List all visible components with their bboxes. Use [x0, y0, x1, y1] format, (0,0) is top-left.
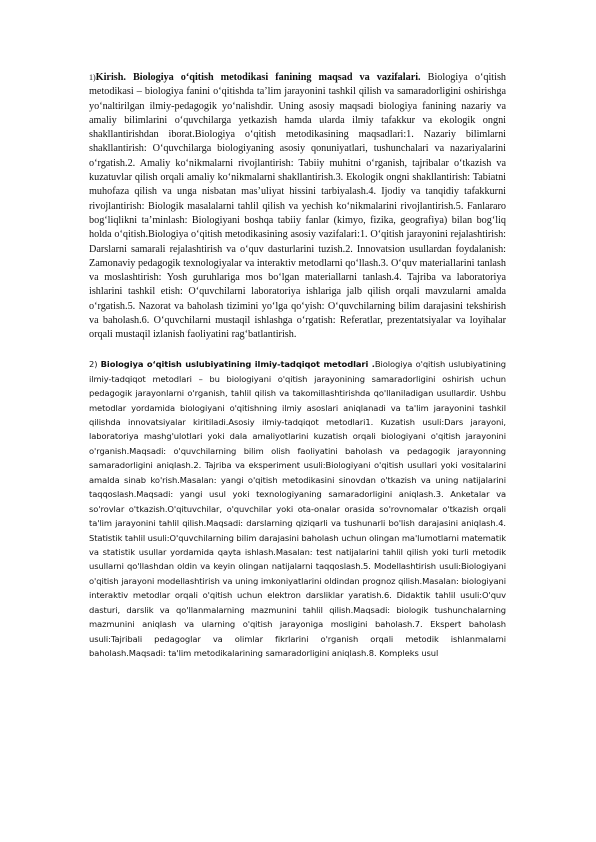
document-page [89, 71, 506, 661]
section-1-heading: Kirish. Biologiya o‘qitish metodikasi fanining maqsad va vazifalari. [95, 72, 421, 83]
section-1-body: Biologiya o‘qitish metodikasi – biologiya fanini o‘qitishda ta’lim jarayonini tashkil qilish va samaradorligini oshirishga yo‘naltirilgan ilmiy-pedagogik yo‘nalishdir. Uning asosiy maqsadi biologiya fanining nazariy va amaliy bilimlarini o‘quvchilarga yetkazish hamda ularda ilmiy tafakkur va ekologik ongni shakllantirishdan iborat.Biologiya o‘qitish metodikasining maqsadlari:1. Nazariy bilimlarni shakllantirish: O‘quvchilarga biologiyaning asosiy qonuniyatlari, tushunchalari va nazariyalarini o‘rgatish.2. Amaliy ko‘nikmalarni rivojlantirish: Tabiiy muhitni o‘rganish, tajribalar o‘tkazish va kuzatuvlar qilish orqali amaliy ko‘nikmalarni shakllantirish.3. Ekologik ongni shakllantirish: Tabiatni muhofaza qilish va unga nisbatan mas’uliyat hissini tarbiyalash.4. Ijodiy va tanqidiy tafakkurni rivojlantirish: Biologik masalalarni tahlil qilish va yechish ko‘nikmalarini rivojlantirish.5. Fanlararo bog‘liqlikni ta’minlash: Biologiyani boshqa tabiiy fanlar (kimyo, fizika, geografiya) bilan bog‘liq holda o‘qitish.Biologiya o‘qitish metodikasining asosiy vazifalari:1. O‘qitish jarayonini rejalashtirish: Darslarni samarali rejalashtirish va o‘quv dasturlarini tuzish.2. Innovatsion usullardan foydalanish: Zamonaviy pedagogik texnologiyalar va interaktiv metodlarni qo‘llash.3. O‘quv materiallarini tanlash va moslashtirish: Yosh guruhlariga mos bo‘lgan materiallarni tanlash.4. Tajriba va laboratoriya ishlarini tashkil etish: O‘quvchilarni laboratoriya ishlariga jalb qilish orqali mavzularni amalda o‘rgatish.5. Nazorat va baholash tizimini yo‘lga qo‘yish: O‘quvchilarning bilim darajasini tekshirish va baholash.6. O‘quvchilarni mustaqil ishlashga o‘rgatish: Referatlar, prezentatsiyalar va loyihalar orqali mustaqil izlanish faoliyatini rag‘batlantirish. [89, 72, 506, 341]
section-1-paragraph [89, 71, 506, 343]
section-2-paragraph [89, 357, 506, 661]
section-2-body: Biologiya o'qitish uslubiyatining ilmiy-tadqiqot metodlari – bu biologiyani o'qitish jarayonining samaradorligini oshirish uchun pedagogik jarayonlarni o'rganish, tahlil qilish va takomillashtirishda qo'llaniladigan usullardir. Ushbu metodlar yordamida biologiyani o'qitishning ilmiy asoslari aniqlanadi va ta'lim jarayonini tashkil qilishda innovatsiyalar kiritiladi.Asosiy ilmiy-tadqiqot metodlari1. Kuzatish usuli:Dars jarayoni, laboratoriya mashg'ulotlari yoki dala amaliyotlarini kuzatish orqali biologiyani o'qitish jarayonini o'rganish.Maqsadi: o'quvchilarning bilim olish faoliyatini baholash va pedagogik jarayonning samaradorligini aniqlash.2. Tajriba va eksperiment usuli:Biologiyani o'qitish usullari yoki vositalarini amalda sinab ko'rish.Masalan: yangi o'qitish metodikasini sinovdan o'tkazish va uning natijalarini taqqoslash.Maqsadi: yangi usul yoki texnologiyaning samaradorligini aniqlash.3. Anketalar va so'rovlar o'tkazish.O'qituvchilar, o'quvchilar yoki ota-onalar orasida so'rovnomalar o'tkazish orqali ta'lim jarayonini tahlil qilish.Maqsadi: darslarning qiziqarli va tushunarli bo'lish darajasini aniqlash.4. Statistik tahlil usuli:O'quvchilarning bilim darajasini baholash uchun olingan ma'lumotlarni matematik va statistik usullar yordamida qayta ishlash.Masalan: test natijalarini tahlil qilish yoki turli metodik usullarni qo'llashdan oldin va keyin olingan natijalarni taqqoslash.5. Modellashtirish usuli:Biologiyani o'qitish jarayoni modellashtirish va uning imkoniyatlarini oldindan prognoz qilish.Masalan: biologiyani interaktiv metodlar orqali o'qitish uchun elektron darsliklar yaratish.6. Didaktik tahlil usuli:O'quv dasturi, darslik va qo'llanmalarning mazmunini tahlil qilish.Maqsadi: biologik tushunchalarning mazmunini aniqlash va ularning o'qitish jarayoniga mosligini baholash.7. Ekspert baholash usuli:Tajribali pedagoglar va olimlar fikrlarini o'rganish orqali metodik ishlanmalarni baholash.Maqsadi: ta'lim metodikalarining samaradorligini aniqlash.8. Kompleks usul [89, 359, 506, 659]
section-2-heading: Biologiya o‘qitish uslubiyatining ilmiy-tadqiqot metodlari . [100, 359, 375, 370]
section-1-number: 1) [89, 73, 96, 82]
section-2-number: 2) [89, 359, 101, 370]
